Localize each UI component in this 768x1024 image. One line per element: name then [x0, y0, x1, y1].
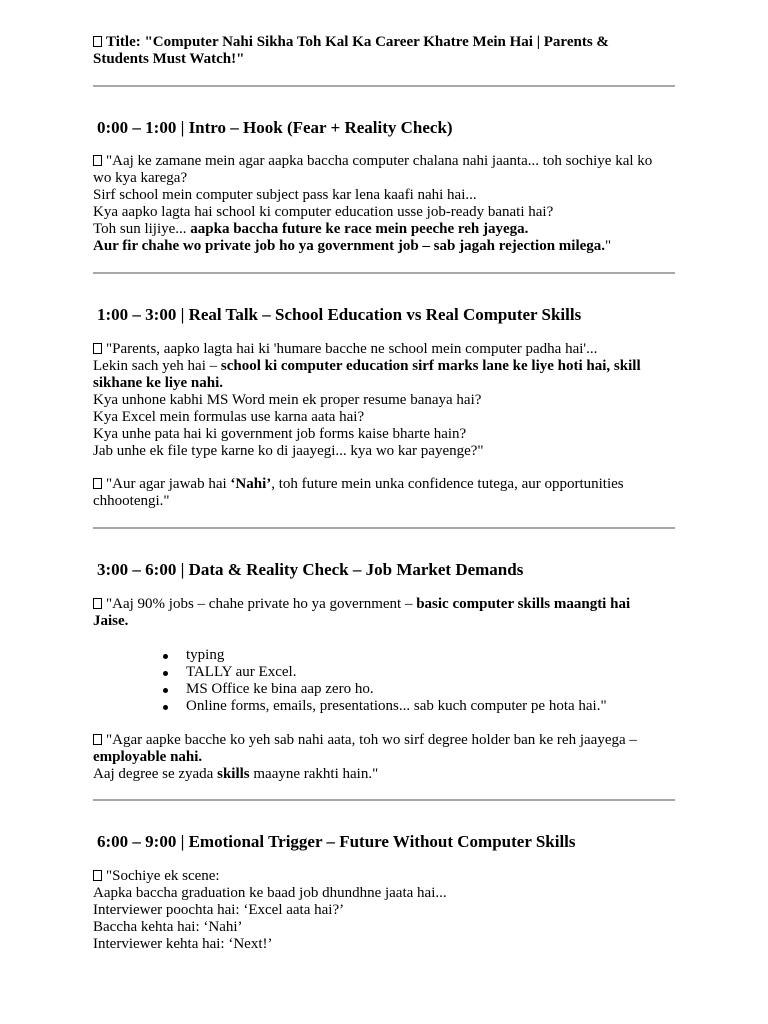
list-item: TALLY aur Excel.: [160, 664, 607, 681]
missing-glyph-icon: [93, 36, 102, 47]
title-line-2: Students Must Watch!": [93, 51, 245, 67]
divider: [93, 799, 675, 801]
missing-glyph-icon: [93, 155, 102, 166]
section-heading-intro: 0:00 – 1:00 | Intro – Hook (Fear + Reality Check): [97, 118, 453, 137]
missing-glyph-icon: [93, 734, 102, 745]
section-heading-real-talk: 1:00 – 3:00 | Real Talk – School Education vs Real Computer Skills: [97, 305, 582, 324]
missing-glyph-icon: [93, 870, 102, 881]
title-line-1: Title: "Computer Nahi Sikha Toh Kal Ka Career Khatre Mein Hai | Parents &: [106, 34, 609, 50]
list-item: typing: [160, 647, 607, 664]
section-body-data: "Aaj 90% jobs – chahe private ho ya government – basic computer skills maangti hai Jaise.: [93, 596, 631, 629]
section-body-real-talk: "Parents, aapko lagta hai ki 'humare bacche ne school mein computer padha hai'... Lekin sach yeh hai – school ki computer education sirf marks lane ke liye hoti hai, skill sikhane ke liye nahi. Kya unhone kabhi MS Word mein ek proper resume banaya hai? Kya Excel mein formulas use karna aata hai? Kya unhe pata hai ki government job forms kaise bharte hain? Jab unhe ek file type karne ko di jaayegi... kya wo kar payenge?": [93, 341, 641, 459]
divider: [93, 85, 675, 87]
section-heading-emotional: 6:00 – 9:00 | Emotional Trigger – Future Without Computer Skills: [97, 832, 576, 851]
list-item: MS Office ke bina aap zero ho.: [160, 681, 607, 698]
missing-glyph-icon: [93, 598, 102, 609]
section-body-data-2: "Agar aapke bacche ko yeh sab nahi aata, toh wo sirf degree holder ban ke reh jaayega – employable nahi. Aaj degree se zyada skills maayne rakhti hain.": [93, 732, 637, 782]
section-body-emotional: "Sochiye ek scene: Aapka baccha graduation ke baad job dhundhne jaata hai... Interviewer poochta hai: ‘Excel aata hai?’ Baccha kehta hai: ‘Nahi’ Interviewer kehta hai: ‘Next!’: [93, 868, 447, 952]
missing-glyph-icon: [93, 343, 102, 354]
missing-glyph-icon: [93, 478, 102, 489]
script-title: [93, 34, 683, 68]
list-item: Online forms, emails, presentations... sab kuch computer pe hota hai.": [160, 698, 607, 715]
section-body-intro: "Aaj ke zamane mein agar aapka baccha computer chalana nahi jaanta... toh sochiye kal ko wo kya karega? Sirf school mein computer subject pass kar lena kaafi nahi hai... Kya aapko lagta hai school ki computer education usse job-ready banati hai? Toh sun lijiye... aapka baccha future ke race mein peeche reh jayega. Aur fir chahe wo private job ho ya government job – sab jagah rejection milega.": [93, 153, 653, 254]
divider: [93, 272, 675, 274]
divider: [93, 527, 675, 529]
skills-list: [160, 647, 607, 715]
section-heading-data: 3:00 – 6:00 | Data & Reality Check – Job Market Demands: [97, 560, 524, 579]
section-body-real-talk-2: "Aur agar jawab hai ‘Nahi’, toh future mein unka confidence tutega, aur opportunities chhootengi.": [93, 476, 624, 509]
